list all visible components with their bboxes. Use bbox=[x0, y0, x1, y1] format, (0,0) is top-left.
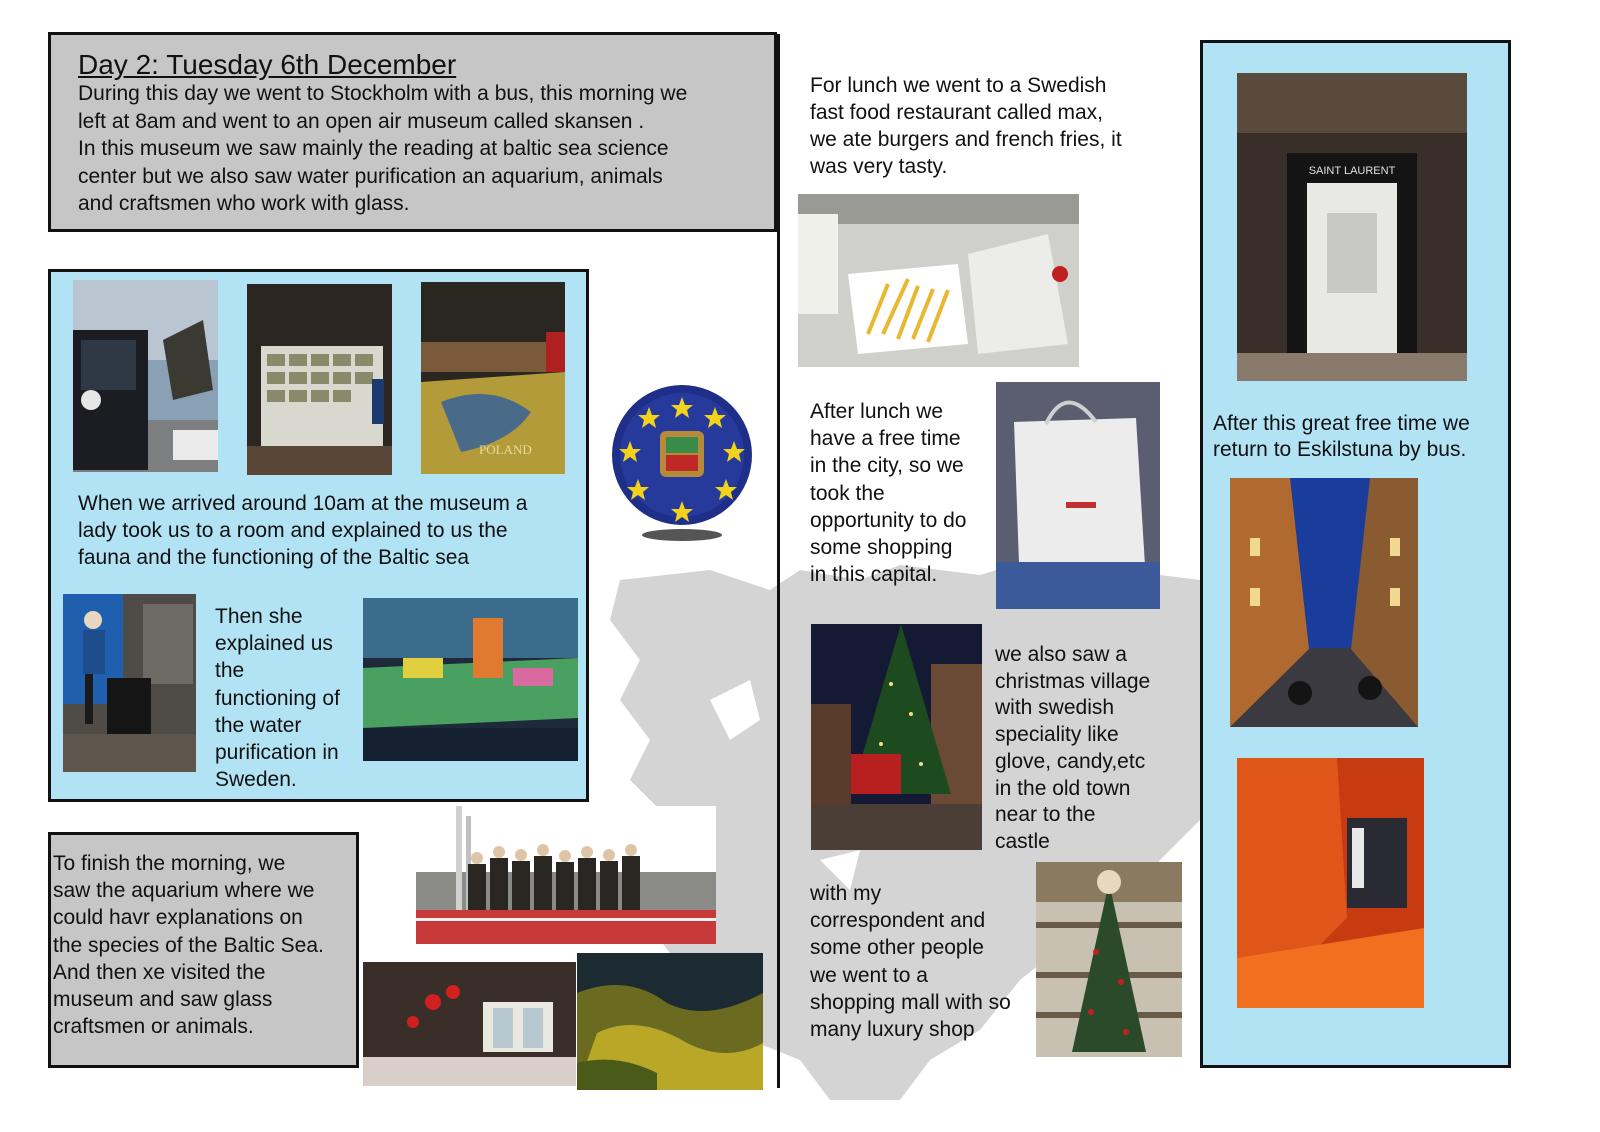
shopping-text: After lunch we have a free time in the city, so we took the opportunity to do some shopping in this capital. bbox=[810, 400, 967, 587]
return-text: After this great free time we return to Eskilstuna by bus. bbox=[1213, 412, 1470, 461]
old-town-street-photo bbox=[1230, 478, 1418, 727]
page-title: Day 2: Tuesday 6th December bbox=[78, 49, 457, 80]
water-model-photo bbox=[363, 598, 578, 761]
erasmus-project-badge-icon bbox=[610, 383, 753, 543]
store-sign-text: SAINT LAURENT bbox=[1308, 165, 1396, 177]
glass-shop-photo bbox=[363, 962, 576, 1086]
aquarium-tank-photo bbox=[577, 953, 763, 1090]
shopping-bag-photo bbox=[996, 382, 1160, 609]
baltic-floor-map-photo bbox=[421, 282, 565, 474]
museum-arrival-text: When we arrived around 10am at the museum a lady took us to a room and explained to us the fauna and the functioning of the Baltic sea bbox=[78, 492, 528, 569]
burger-fries-photo bbox=[798, 194, 1079, 367]
presentation-screen-photo bbox=[247, 284, 392, 475]
group-photo bbox=[416, 806, 716, 944]
day-intro-text: During this day we went to Stockholm with a bus, this morning we left at 8am and went to an open air museum called skansen . In this museum we saw mainly the reading at baltic sea science center but we also saw water purification an aquarium, animals and craftsmen who work with glass. bbox=[78, 82, 688, 215]
water-purification-text: Then she explained us the functioning of the water purification in Sweden. bbox=[215, 605, 340, 792]
shopping-mall-text: with my correspondent and some other people we went to a shopping mall with so many luxury shop bbox=[810, 882, 1011, 1042]
aquarium-text: To finish the morning, we saw the aquarium where we could havr explanations on the species of the Baltic Sea. And then xe visited the museum and saw glass craftsmen or animals. bbox=[53, 852, 324, 1039]
christmas-village-text: we also saw a christmas village with swedish speciality like glove, candy,etc in the old town near to the castle bbox=[995, 643, 1151, 853]
christmas-tree-photo bbox=[811, 624, 982, 850]
red-store-interior-photo bbox=[1237, 758, 1424, 1008]
column-divider bbox=[777, 34, 780, 1088]
lunch-text: For lunch we went to a Swedish fast food restaurant called max, we ate burgers and french fries, it was very tasty. bbox=[810, 74, 1122, 178]
bus-photo bbox=[73, 280, 218, 472]
mall-christmas-tree-photo bbox=[1036, 862, 1182, 1057]
saint-laurent-store-photo bbox=[1237, 73, 1467, 381]
floor-map-label: POLAND bbox=[479, 442, 532, 457]
guide-photo bbox=[63, 594, 196, 772]
